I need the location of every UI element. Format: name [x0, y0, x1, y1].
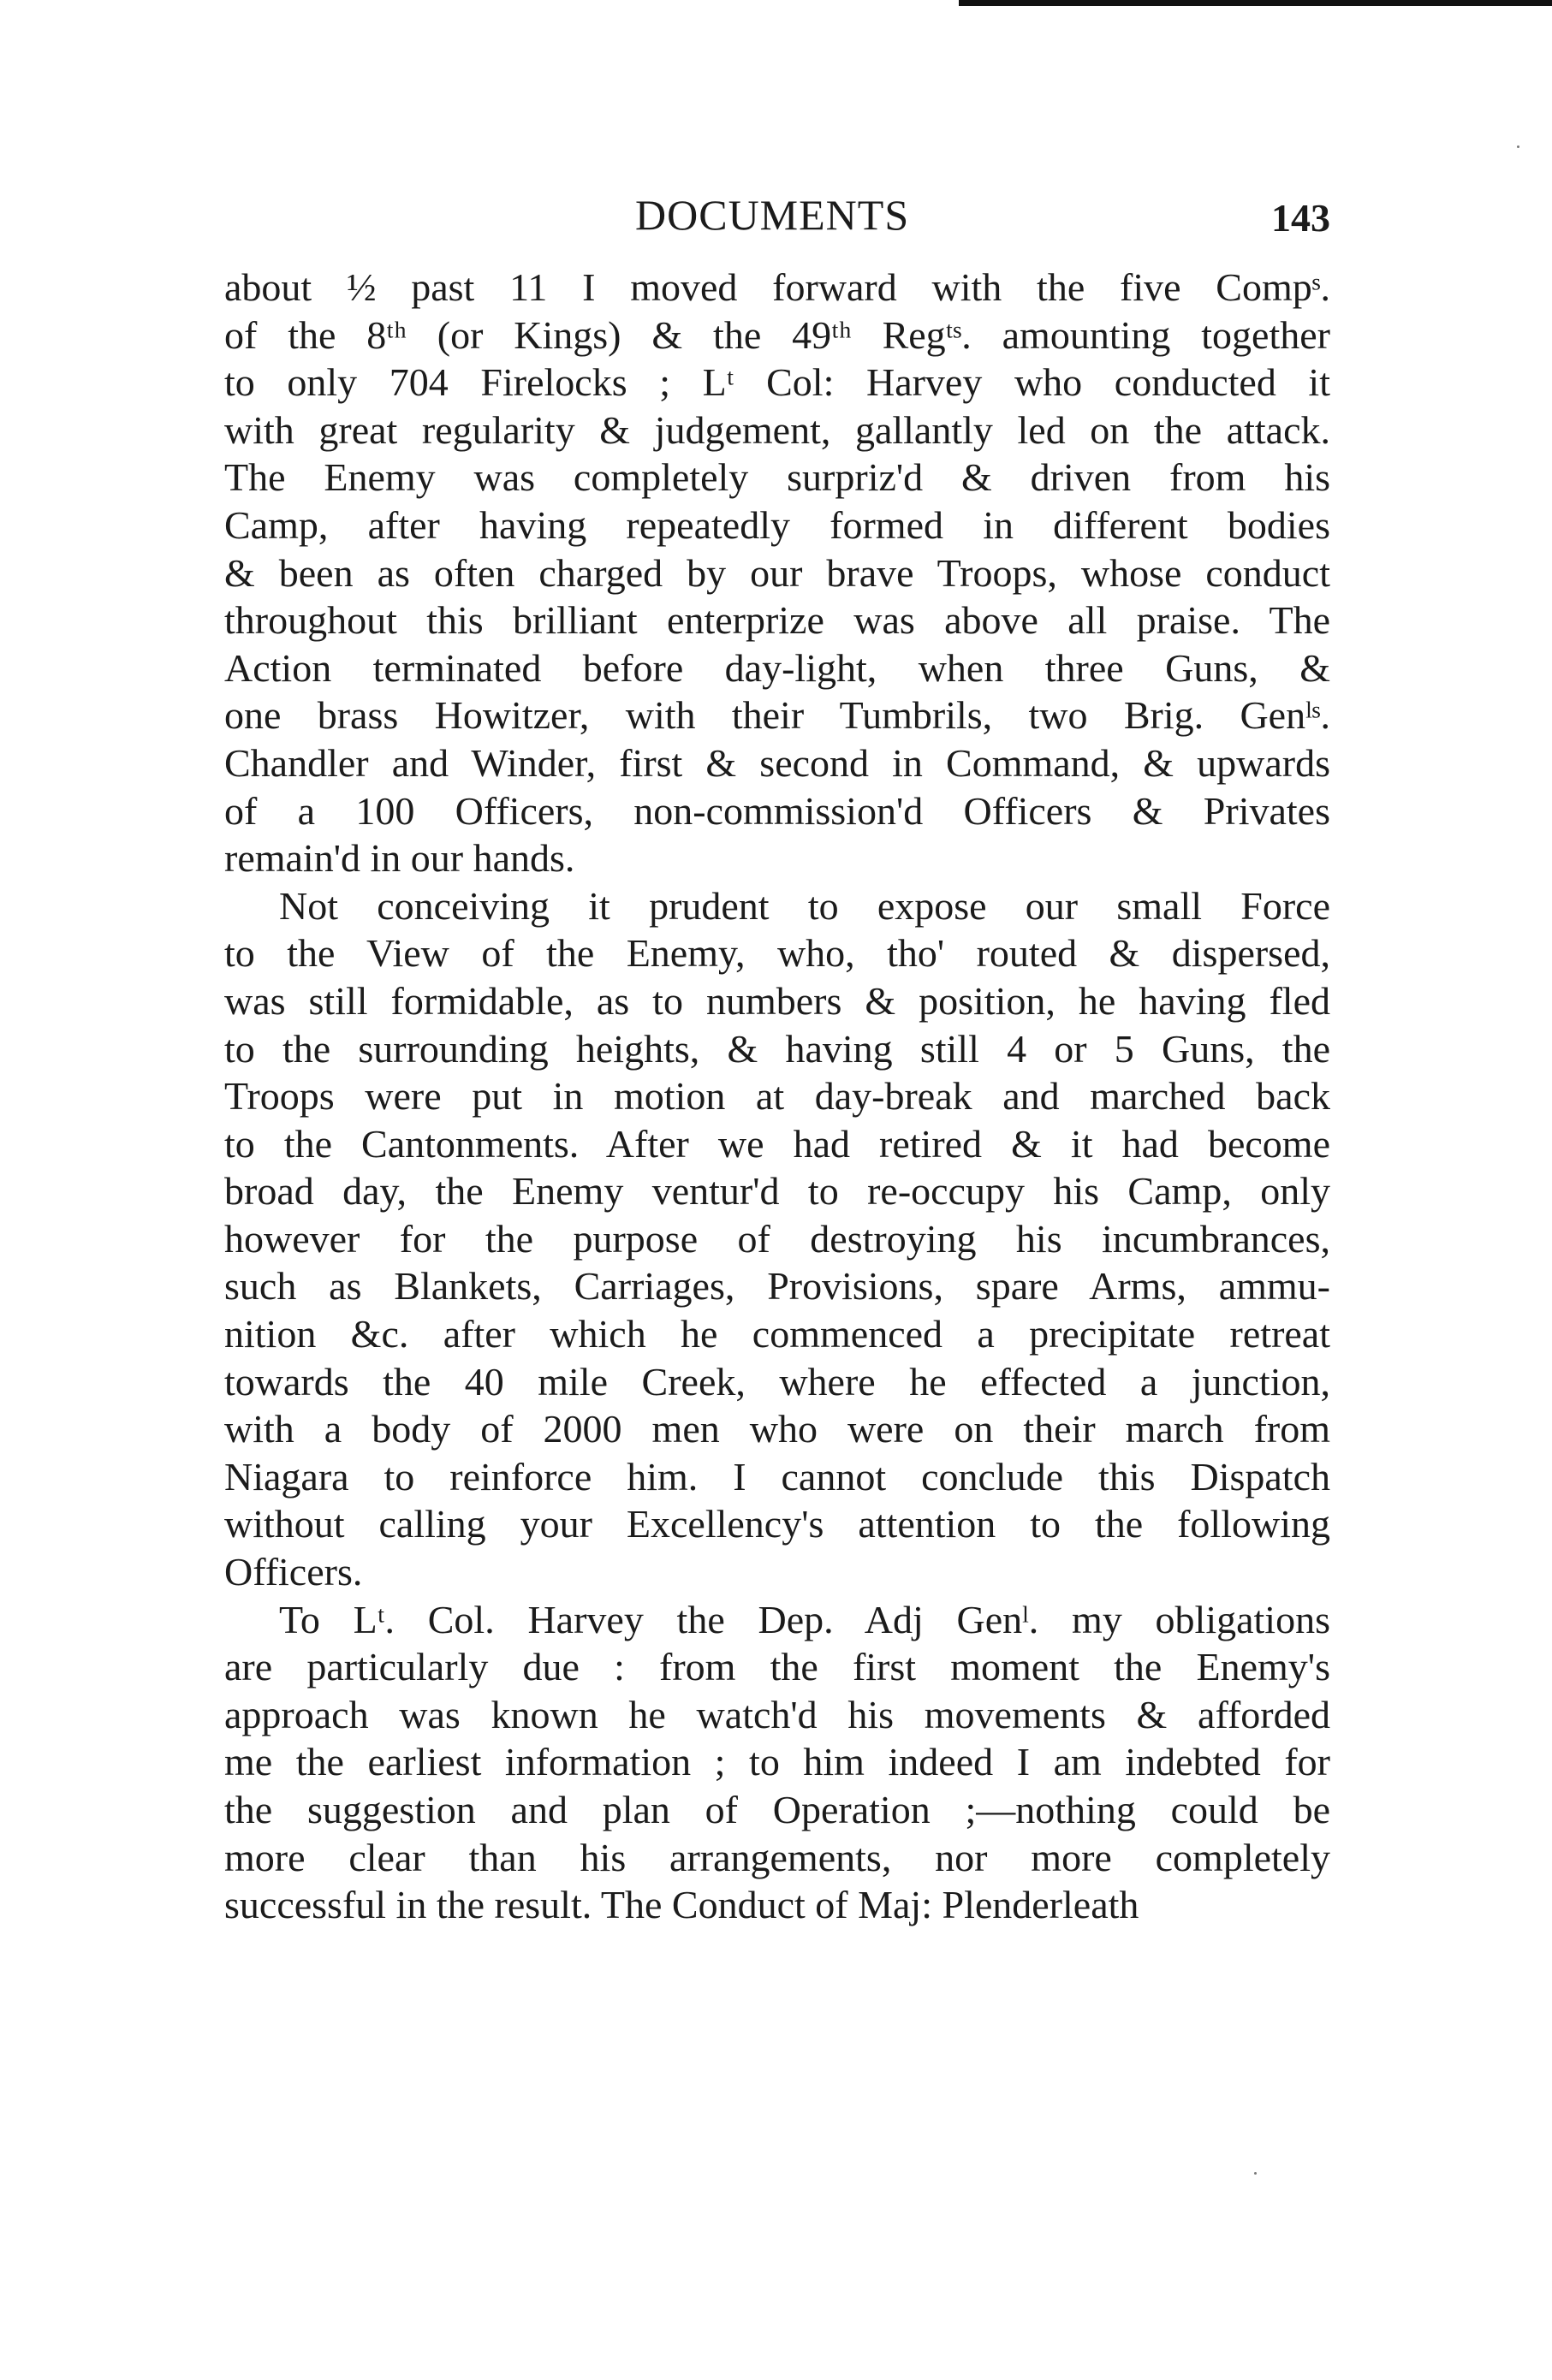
running-head-title: DOCUMENTS — [635, 191, 910, 239]
text-line: one brass Howitzer, with their Tumbrils, two Brig. Genˡˢ. — [224, 693, 1330, 738]
running-head — [224, 190, 1330, 250]
text-line: are particularly due : from the first moment the Enemy's — [224, 1645, 1330, 1689]
paragraph — [224, 264, 1330, 882]
scan-speck — [1517, 145, 1519, 148]
text-line: however for the purpose of destroying his incumbrances, — [224, 1216, 1330, 1261]
text-line: successful in the result. The Conduct of Maj: Plenderleath — [224, 1883, 1139, 1927]
text-line: The Enemy was completely surpriz'd & driven from his — [224, 455, 1330, 500]
paragraph — [224, 882, 1330, 1596]
text-line: nition &c. after which he commenced a precipitate retreat — [224, 1312, 1330, 1356]
page-number: 143 — [1271, 196, 1330, 240]
text-line: Camp, after having repeatedly formed in different bodies — [224, 502, 1330, 547]
text-line: & been as often charged by our brave Troops, whose conduct — [224, 550, 1330, 595]
text-line: To Lᵗ. Col. Harvey the Dep. Adj Genˡ. my obligations — [279, 1597, 1330, 1641]
text-line: the suggestion and plan of Operation ;—nothing could be — [224, 1788, 1330, 1831]
text-line: such as Blankets, Carriages, Provisions, spare Arms, ammu- — [224, 1264, 1330, 1309]
text-line: to only 704 Firelocks ; Lᵗ Col: Harvey who conducted it — [224, 360, 1330, 405]
text-line: was still formidable, as to numbers & position, he having fled — [224, 978, 1330, 1023]
text-line: without calling your Excellency's attention to the following — [224, 1502, 1330, 1546]
top-edge-rule — [959, 0, 1552, 6]
text-line: Action terminated before day-light, when three Guns, & — [224, 645, 1330, 690]
paragraph — [224, 1596, 1330, 1929]
text-line: broad day, the Enemy ventur'd to re-occupy his Camp, only — [224, 1169, 1330, 1214]
text-line: towards the 40 mile Creek, where he effected a junction, — [224, 1359, 1330, 1404]
text-line: Niagara to reinforce him. I cannot conclude this Dispatch — [224, 1454, 1330, 1499]
text-line: Chandler and Winder, first & second in Command, & upwards — [224, 740, 1330, 785]
text-line: with great regularity & judgement, gallantly led on the attack. — [224, 407, 1330, 452]
text-line: to the surrounding heights, & having still 4 or 5 Guns, the — [224, 1026, 1330, 1071]
text-line: approach was known he watch'd his movements & afforded — [224, 1692, 1330, 1736]
text-line: about ½ past 11 I moved forward with the five Compˢ. — [224, 265, 1330, 309]
scan-speck — [1254, 2172, 1257, 2175]
body-text — [224, 264, 1330, 1929]
text-line: Officers. — [224, 1550, 363, 1594]
text-line: remain'd in our hands. — [224, 836, 575, 881]
text-line: more clear than his arrangements, nor more completely — [224, 1835, 1330, 1879]
text-line: to the View of the Enemy, who, tho' routed & dispersed, — [224, 931, 1330, 976]
text-line: of a 100 Officers, non-commission'd Officers & Privates — [224, 788, 1330, 833]
text-line: to the Cantonments. After we had retired & it had become — [224, 1121, 1330, 1166]
text-line: with a body of 2000 men who were on their march from — [224, 1407, 1330, 1451]
text-line: me the earliest information ; to him indeed I am indebted for — [224, 1740, 1330, 1784]
text-line: Troops were put in motion at day-break and marched back — [224, 1074, 1330, 1119]
text-line: Not conceiving it prudent to expose our small Force — [279, 883, 1330, 928]
text-line: of the 8ᵗʰ (or Kings) & the 49ᵗʰ Regᵗˢ. amounting together — [224, 312, 1330, 357]
text-line: throughout this brilliant enterprize was above all praise. The — [224, 598, 1330, 643]
